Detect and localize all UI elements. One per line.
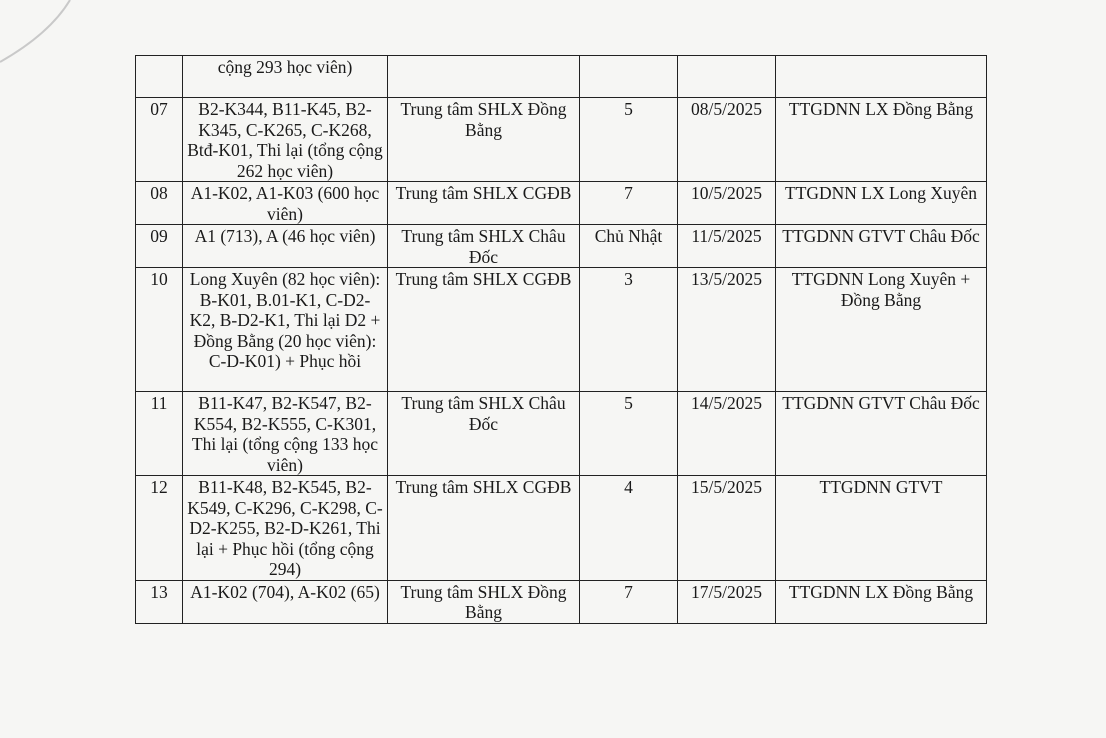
class-list: cộng 293 học viên)	[183, 56, 388, 98]
session-count: 5	[580, 98, 678, 182]
exam-location: Trung tâm SHLX Đồng Bằng	[388, 580, 580, 623]
table-row	[136, 56, 987, 98]
schedule-table	[135, 55, 987, 624]
table-row	[136, 580, 987, 623]
training-unit	[776, 56, 987, 98]
table-row	[136, 392, 987, 476]
session-count: 4	[580, 476, 678, 581]
exam-date: 13/5/2025	[678, 268, 776, 392]
exam-date: 15/5/2025	[678, 476, 776, 581]
page-edge-shadow	[0, 0, 80, 70]
exam-location: Trung tâm SHLX Châu Đốc	[388, 392, 580, 476]
table-row	[136, 268, 987, 392]
row-number: 08	[136, 182, 183, 225]
exam-location: Trung tâm SHLX Châu Đốc	[388, 225, 580, 268]
exam-location: Trung tâm SHLX CGĐB	[388, 268, 580, 392]
exam-location: Trung tâm SHLX Đồng Bằng	[388, 98, 580, 182]
class-list: A1-K02 (704), A-K02 (65)	[183, 580, 388, 623]
class-list: B11-K47, B2-K547, B2-K554, B2-K555, C-K301, Thi lại (tổng cộng 133 học viên)	[183, 392, 388, 476]
exam-date: 08/5/2025	[678, 98, 776, 182]
class-list: A1-K02, A1-K03 (600 học viên)	[183, 182, 388, 225]
training-unit: TTGDNN GTVT Châu Đốc	[776, 392, 987, 476]
exam-date: 17/5/2025	[678, 580, 776, 623]
class-list: B11-K48, B2-K545, B2-K549, C-K296, C-K298, C-D2-K255, B2-D-K261, Thi lại + Phục hồi (tổng cộng 294)	[183, 476, 388, 581]
class-list: Long Xuyên (82 học viên): B-K01, B.01-K1, C-D2-K2, B-D2-K1, Thi lại D2 + Đồng Bằng (20 học viên): C-D-K01) + Phục hồi	[183, 268, 388, 392]
session-count: Chủ Nhật	[580, 225, 678, 268]
row-number	[136, 56, 183, 98]
exam-location: Trung tâm SHLX CGĐB	[388, 182, 580, 225]
training-unit: TTGDNN LX Long Xuyên	[776, 182, 987, 225]
session-count: 7	[580, 580, 678, 623]
row-number: 09	[136, 225, 183, 268]
session-count	[580, 56, 678, 98]
training-unit: TTGDNN LX Đồng Bằng	[776, 98, 987, 182]
row-number: 10	[136, 268, 183, 392]
training-unit: TTGDNN GTVT Châu Đốc	[776, 225, 987, 268]
session-count: 5	[580, 392, 678, 476]
class-list: A1 (713), A (46 học viên)	[183, 225, 388, 268]
row-number: 07	[136, 98, 183, 182]
session-count: 7	[580, 182, 678, 225]
exam-date: 14/5/2025	[678, 392, 776, 476]
exam-date	[678, 56, 776, 98]
training-unit: TTGDNN GTVT	[776, 476, 987, 581]
row-number: 13	[136, 580, 183, 623]
table-row	[136, 476, 987, 581]
class-list: B2-K344, B11-K45, B2-K345, C-K265, C-K268, Btđ-K01, Thi lại (tổng cộng 262 học viên)	[183, 98, 388, 182]
training-unit: TTGDNN Long Xuyên + Đồng Bằng	[776, 268, 987, 392]
table-row	[136, 98, 987, 182]
exam-date: 10/5/2025	[678, 182, 776, 225]
table-row	[136, 225, 987, 268]
session-count: 3	[580, 268, 678, 392]
row-number: 12	[136, 476, 183, 581]
row-number: 11	[136, 392, 183, 476]
training-unit: TTGDNN LX Đồng Bằng	[776, 580, 987, 623]
exam-date: 11/5/2025	[678, 225, 776, 268]
table-row	[136, 182, 987, 225]
schedule-table-body	[136, 56, 987, 624]
exam-location: Trung tâm SHLX CGĐB	[388, 476, 580, 581]
exam-location	[388, 56, 580, 98]
